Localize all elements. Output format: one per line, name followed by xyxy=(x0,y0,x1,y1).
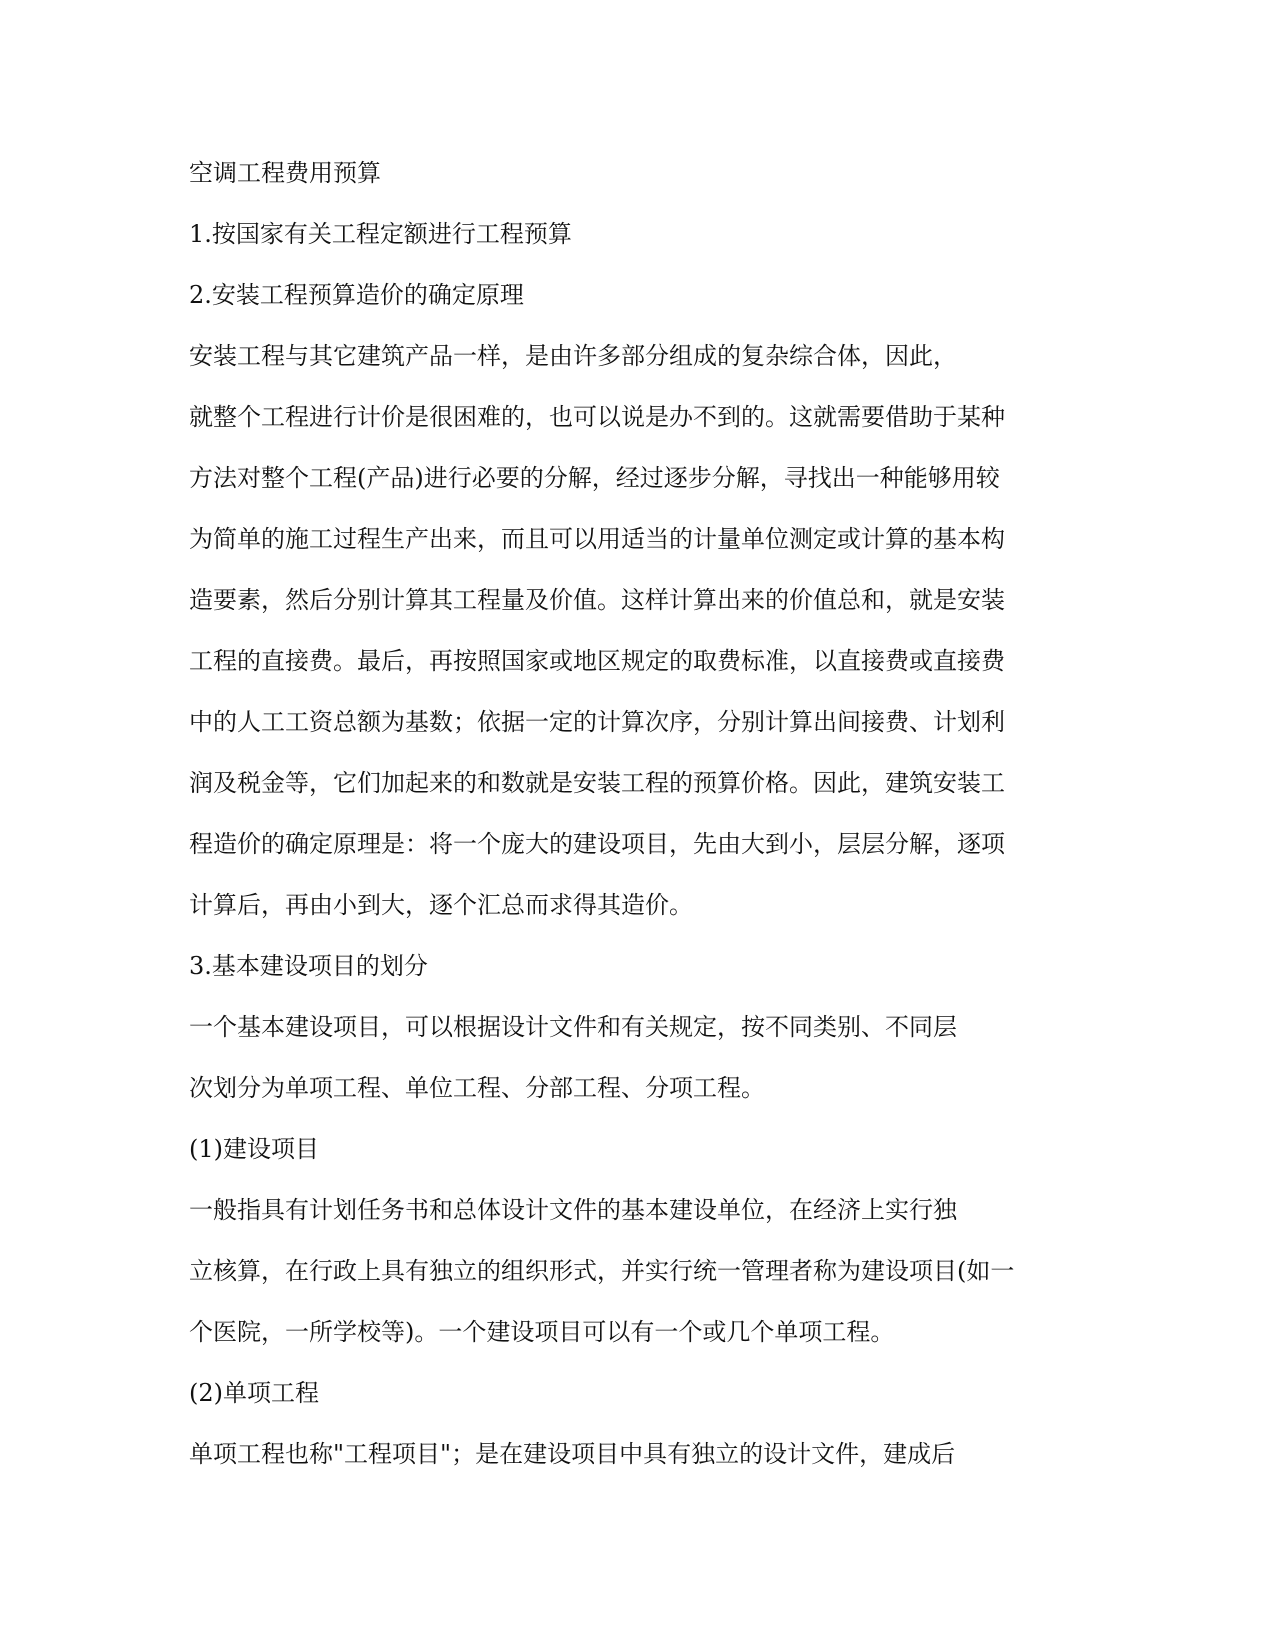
section-heading-3: 3.基本建设项目的划分 xyxy=(189,952,428,980)
paragraph-line: 一个基本建设项目，可以根据设计文件和有关规定，按不同类别、不同层 xyxy=(189,1013,957,1041)
paragraph-line: 中的人工工资总额为基数；依据一定的计算次序，分别计算出间接费、计划利 xyxy=(189,708,1005,736)
paragraph-line: 为简单的施工过程生产出来，而且可以用适当的计量单位测定或计算的基本构 xyxy=(189,525,1005,553)
paragraph-line: 立核算，在行政上具有独立的组织形式，并实行统一管理者称为建设项目(如一 xyxy=(189,1257,1015,1285)
paragraph-line: 程造价的确定原理是：将一个庞大的建设项目，先由大到小，层层分解，逐项 xyxy=(189,830,1005,858)
paragraph-line: 润及税金等，它们加起来的和数就是安装工程的预算价格。因此，建筑安装工 xyxy=(189,769,1005,797)
section-heading-1: 1.按国家有关工程定额进行工程预算 xyxy=(189,220,572,248)
subsection-heading-2: (2)单项工程 xyxy=(189,1379,319,1407)
paragraph-line: 就整个工程进行计价是很困难的，也可以说是办不到的。这就需要借助于某种 xyxy=(189,403,1005,431)
paragraph-line: 单项工程也称"工程项目"；是在建设项目中具有独立的设计文件，建成后 xyxy=(189,1440,956,1468)
paragraph-line: 计算后，再由小到大，逐个汇总而求得其造价。 xyxy=(189,891,693,919)
paragraph-line: 方法对整个工程(产品)进行必要的分解，经过逐步分解，寻找出一种能够用较 xyxy=(189,464,1000,492)
paragraph-line: 造要素，然后分别计算其工程量及价值。这样计算出来的价值总和，就是安装 xyxy=(189,586,1005,614)
paragraph-line: 次划分为单项工程、单位工程、分部工程、分项工程。 xyxy=(189,1074,765,1102)
paragraph-line: 安装工程与其它建筑产品一样，是由许多部分组成的复杂综合体，因此， xyxy=(189,342,957,370)
section-heading-2: 2.安装工程预算造价的确定原理 xyxy=(189,281,524,309)
document-title: 空调工程费用预算 xyxy=(189,159,381,187)
document-body xyxy=(189,143,1069,1485)
paragraph-line: 个医院，一所学校等)。一个建设项目可以有一个或几个单项工程。 xyxy=(189,1318,895,1346)
paragraph-line: 工程的直接费。最后，再按照国家或地区规定的取费标准，以直接费或直接费 xyxy=(189,647,1005,675)
paragraph-line: 一般指具有计划任务书和总体设计文件的基本建设单位，在经济上实行独 xyxy=(189,1196,957,1224)
subsection-heading-1: (1)建设项目 xyxy=(189,1135,319,1163)
